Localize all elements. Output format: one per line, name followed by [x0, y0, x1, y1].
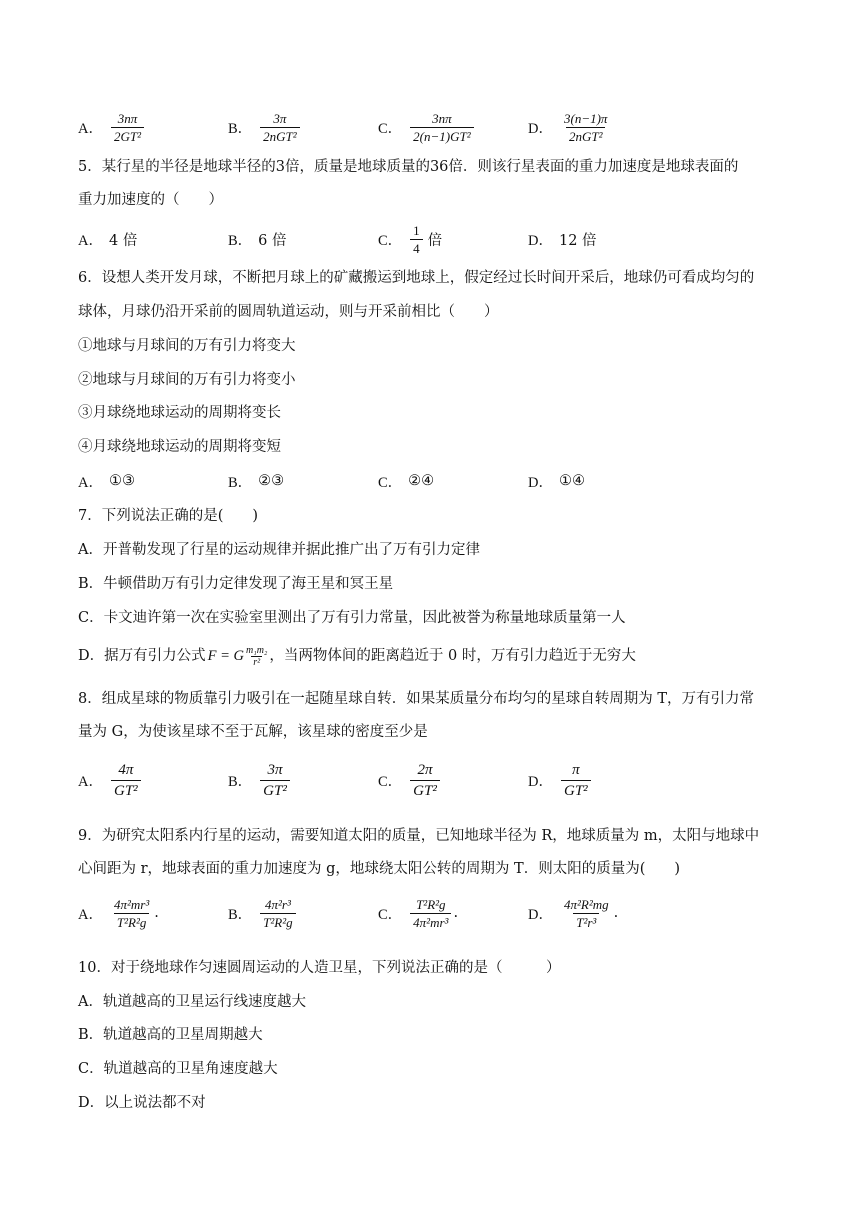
- fraction: 2π GT²: [410, 761, 440, 800]
- q10-stem: 10．对于绕地球作匀速圆周运动的人造卫星，下列说法正确的是（ ）: [78, 960, 561, 976]
- fraction: 1 4: [410, 223, 423, 256]
- q6-option-a: A． ①③: [78, 473, 135, 491]
- fraction: T²R²g 4π²mr³: [410, 897, 451, 930]
- q10-option-c: C．轨道越高的卫星角速度越大: [78, 1061, 278, 1077]
- fraction: 3nπ 2(n−1)GT²: [410, 111, 473, 144]
- q9-stem-line1: 9．为研究太阳系内行星的运动，需要知道太阳的质量，已知地球半径为 R，地球质量为 m，太阳与地球中: [78, 828, 760, 844]
- q7-option-d: D．据万有引力公式 F = G m₁m₂ r² ，当两物体间的距离趋近于 0 时，万有引力趋近于无穷大: [78, 644, 636, 668]
- q8-stem-line2: 量为 G，为使该星球不至于瓦解，该星球的密度至少是: [78, 724, 428, 740]
- q6-statement-1: ①地球与月球间的万有引力将变大: [78, 338, 296, 354]
- q8-option-a: A． 4π GT²: [78, 760, 143, 800]
- fraction: 4π²r³ T²R²g: [260, 897, 295, 930]
- q4-option-a: A． 3nπ 2GT²: [78, 107, 146, 147]
- q8-option-b: B． 3π GT²: [228, 760, 292, 800]
- q5-option-d: D． 12 倍: [528, 232, 597, 249]
- fraction: 4π GT²: [111, 761, 141, 800]
- fraction: 3π GT²: [260, 761, 290, 800]
- q6-option-c: C． ②④: [378, 473, 435, 491]
- q7-option-c: C．卡文迪许第一次在实验室里测出了万有引力常量，因此被誉为称量地球质量第一人: [78, 610, 626, 626]
- fraction: 3(n−1)π 2nGT²: [563, 110, 608, 144]
- q8-options: [78, 760, 800, 800]
- q8-option-d: D． π GT²: [528, 760, 593, 800]
- q5-options: [78, 219, 800, 259]
- q9-option-d: D． 4π²R²mg T²r³ .: [528, 896, 619, 930]
- q10-option-d: D．以上说法都不对: [78, 1095, 206, 1111]
- q5-option-b: B． 6 倍: [228, 232, 287, 249]
- q6-options: [78, 461, 800, 501]
- q4-option-d: D． 3(n−1)π 2nGT²: [528, 107, 612, 147]
- q6-statement-2: ②地球与月球间的万有引力将变小: [78, 372, 296, 388]
- q7-option-a: A．开普勒发现了行星的运动规律并据此推广出了万有引力定律: [78, 542, 480, 558]
- q6-option-b: B． ②③: [228, 473, 285, 491]
- q5-option-c: C． 1 4 倍: [378, 222, 443, 256]
- q5-stem-line1: 5．某行星的半径是地球半径的3倍，质量是地球质量的36倍．则该行星表面的重力加速度是地球表面的: [78, 159, 739, 175]
- q6-stem-line1: 6．设想人类开发月球，不断把月球上的矿藏搬运到地球上，假定经过长时间开采后，地球仍可看成均匀的: [78, 270, 755, 286]
- q6-statement-4: ④月球绕地球运动的周期将变短: [78, 439, 281, 455]
- q4-option-b: B． 3π 2nGT²: [228, 107, 302, 147]
- q5-option-a: A． 4 倍: [78, 232, 138, 249]
- fraction: 4π²R²mg T²r³: [563, 896, 609, 930]
- q9-option-a: A． 4π²mr³ T²R²g .: [78, 896, 159, 930]
- q6-stem-line2: 球体，月球仍沿开采前的圆周轨道运动，则与开采前相比（ ）: [78, 304, 499, 320]
- q10-option-a: A．轨道越高的卫星运行线速度越大: [78, 994, 306, 1010]
- gravity-formula-fraction: m₁m₂ r²: [246, 644, 268, 668]
- q5-stem-line2: 重力加速度的（ ）: [78, 192, 223, 208]
- q7-option-b: B．牛顿借助万有引力定律发现了海王星和冥王星: [78, 576, 394, 592]
- q8-stem-line1: 8．组成星球的物质靠引力吸引在一起随星球自转．如果某质量分布均匀的星球自转周期为 T，万有引力常: [78, 691, 755, 707]
- fraction: 3nπ 2GT²: [111, 111, 144, 144]
- q6-option-d: D． ①④: [528, 473, 585, 491]
- q9-option-c: C． T²R²g 4π²mr³ .: [378, 896, 459, 930]
- q8-option-c: C． 2π GT²: [378, 760, 442, 800]
- q4-option-c: C． 3nπ 2(n−1)GT²: [378, 107, 476, 147]
- q7-stem: 7．下列说法正确的是( ): [78, 508, 259, 524]
- fraction: π GT²: [561, 761, 591, 800]
- q9-stem-line2: 心间距为 r，地球表面的重力加速度为 g，地球绕太阳公转的周期为 T．则太阳的质量为( ): [78, 861, 681, 877]
- q9-options: [78, 893, 800, 933]
- fraction: 3π 2nGT²: [260, 111, 300, 144]
- q10-option-b: B．轨道越高的卫星周期越大: [78, 1027, 263, 1043]
- q9-option-b: B． 4π²r³ T²R²g: [228, 893, 298, 933]
- q6-statement-3: ③月球绕地球运动的周期将变长: [78, 405, 281, 421]
- fraction: 4π²mr³ T²R²g: [113, 896, 150, 930]
- q4-options: [78, 107, 800, 147]
